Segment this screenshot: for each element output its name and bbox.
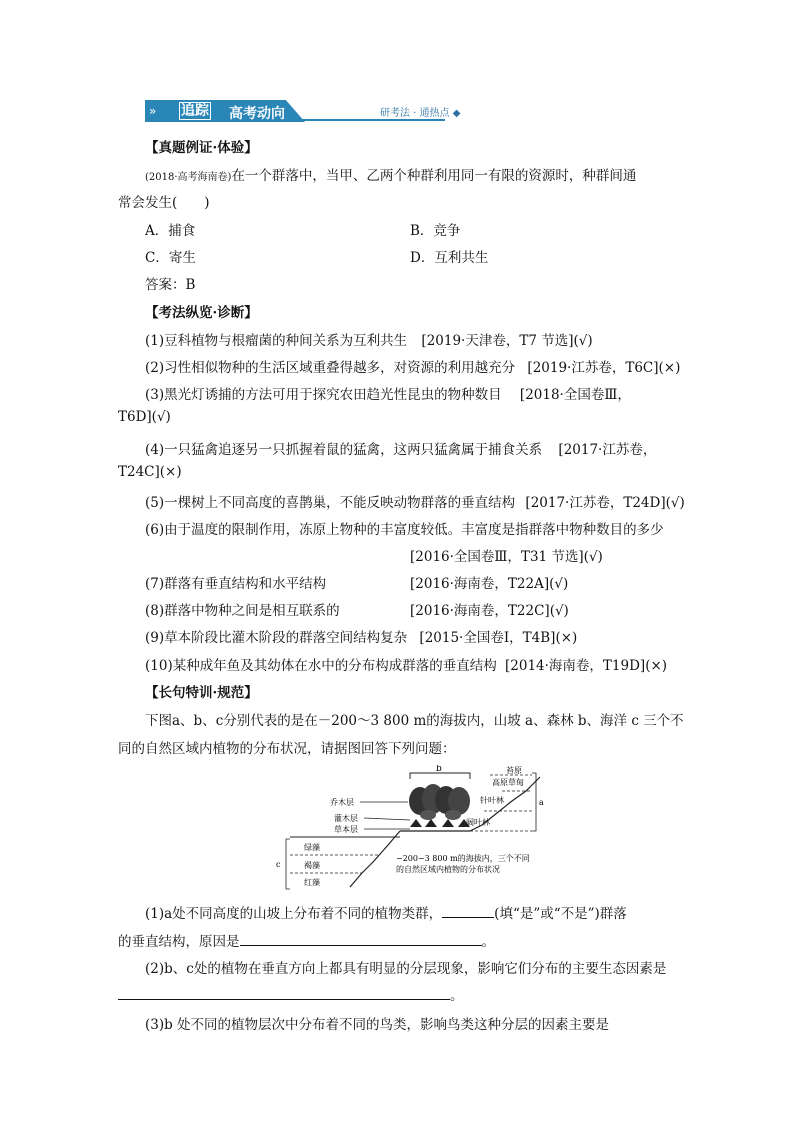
diagnosis-item-8-source: [2016·海南卷，T22C](√) (410, 603, 569, 619)
diagnosis-item-9 (145, 626, 577, 646)
diagnosis-item-7: (7)群落有垂直结构和水平结构 (145, 576, 327, 592)
q1-text-c: 的垂直结构，原因是 (118, 934, 240, 950)
layer-herb: 草本层 (334, 825, 358, 834)
q2-end: 。 (450, 988, 464, 1004)
option-b: B．竞争 (410, 223, 461, 239)
banner-title-sub: 高考动向 (229, 106, 285, 122)
zone-brown-algae: 褐藻 (304, 861, 320, 870)
q2-blank[interactable] (118, 986, 450, 1000)
diagnosis-statement: (4)一只猛禽追逐另一只抓握着鼠的猛禽，这两只猛禽属于捕食关系 (145, 442, 543, 458)
diagnosis-item-3 (145, 383, 631, 403)
diagnosis-statement: (1)豆科植物与根瘤菌的种间关系为互利共生 (145, 333, 408, 349)
label-c: c (276, 860, 281, 869)
label-b: b (436, 765, 442, 774)
diagnosis-item-6: (6)由于温度的限制作用，冻原上物种的丰富度较低。丰富度是指群落中物种数目的多少 (145, 522, 664, 538)
diagnosis-source: [2015·全国卷Ⅰ，T4B](×) (419, 630, 578, 646)
intro-line-2: 同的自然区域内植物的分布状况，请据图回答下列问题： (118, 741, 456, 757)
diagnosis-statement: (10)某种成年鱼及其幼体在水中的分布构成群落的垂直结构 (145, 658, 497, 674)
q1-end: 。 (481, 934, 495, 950)
answer-text: 答案：B (145, 277, 196, 293)
section-heading-examples: 【真题例证·体验】 (145, 140, 258, 156)
section-banner (145, 100, 463, 122)
option-a: A．捕食 (145, 223, 196, 239)
zone-alpine-meadow: 高原草甸 (492, 778, 524, 787)
diagnosis-item-4 (145, 438, 656, 458)
question-2-line-1: (2)b、c处的植物在垂直方向上都具有明显的分层现象，影响它们分布的主要生态因素是 (145, 961, 667, 977)
zone-conifer: 针叶林 (480, 796, 504, 805)
question-line-2: 常会发生( ) (118, 195, 210, 211)
banner-title-main: 追踪 (181, 103, 209, 119)
sea-floor (350, 831, 400, 887)
bracket-c (286, 839, 290, 889)
diagnosis-item-10 (145, 654, 667, 674)
banner-tagline: 研考法 · 通热点 ◆ (380, 108, 461, 119)
forest-canopy (409, 784, 470, 820)
diagnosis-source: [2019·江苏卷，T6C](×) (527, 360, 681, 376)
question-1-line-1 (145, 902, 627, 922)
intro-line-1: 下图a、b、c分别代表的是在－200～3 800 m的海拔内，山坡 a、森林 b、海洋 c 三个不 (145, 713, 684, 729)
q1-blank-1[interactable] (442, 904, 494, 918)
diagnosis-statement: (2)习性相似物种的生活区域重叠得越多，对资源的利用越充分 (145, 360, 516, 376)
diagnosis-item-4-cont: T24C](×) (118, 464, 182, 480)
label-a: a (539, 798, 544, 807)
diagnosis-item-8: (8)群落中物种之间是相互联系的 (145, 603, 340, 619)
question-text: 在一个群落中，当甲、乙两个种群利用同一有限的资源时，种群间通 (231, 168, 637, 184)
q1-text-b: (填“是”或“不是”)群落 (494, 906, 627, 922)
diagnosis-item-6-source: [2016·全国卷Ⅲ，T31 节选](√) (410, 549, 603, 565)
diagnosis-source: [2018·全国卷Ⅲ， (519, 387, 631, 403)
option-d: D．互利共生 (410, 250, 489, 266)
diagnosis-item-7-source: [2016·海南卷，T22A](√) (410, 576, 569, 592)
zone-broadleaf: 阔叶林 (466, 818, 490, 827)
diagnosis-item-5 (145, 491, 685, 511)
layer-shrub: 灌木层 (334, 814, 358, 823)
question-2-line-2 (118, 984, 464, 1004)
section-heading-long-sentence: 【长句特训·规范】 (145, 685, 258, 701)
option-c: C．寄生 (145, 250, 196, 266)
diagnosis-item-1 (145, 329, 593, 349)
double-chevron-icon: » (149, 104, 157, 118)
diagnosis-source: [2017·江苏卷，T24D](√) (525, 495, 685, 511)
vegetation-distribution-figure (270, 765, 550, 895)
zone-tundra: 苔原 (506, 766, 522, 775)
question-3-line-1: (3)b 处不同的植物层次中分布着不同的鸟类，影响鸟类这种分层的因素主要是 (145, 1017, 610, 1033)
q1-text-a: (1)a处不同高度的山坡上分布着不同的植物类群， (145, 906, 443, 922)
banner-rule (295, 119, 445, 121)
diagnosis-statement: (3)黑光灯诱捕的方法可用于探究农田趋光性昆虫的物种数目 (145, 387, 502, 403)
section-heading-diagnosis: 【考法纵览·诊断】 (145, 305, 258, 321)
diagnosis-source: [2019·天津卷，T7 节选](√) (421, 333, 593, 349)
shrub-layer (410, 819, 470, 827)
diagnosis-item-2 (145, 356, 680, 376)
layer-tree: 乔木层 (330, 798, 354, 807)
question-line-1 (145, 164, 636, 184)
diagnosis-statement: (5)一棵树上不同高度的喜鹊巢，不能反映动物群落的垂直结构 (145, 495, 516, 511)
q1-blank-2[interactable] (240, 932, 482, 946)
question-1-line-2 (118, 930, 495, 950)
diagnosis-item-3-cont: T6D](√) (118, 409, 171, 425)
figure-caption-line2: 的自然区域内植物的分布状况 (396, 865, 500, 874)
diagnosis-statement: (9)草本阶段比灌木阶段的群落空间结构复杂 (145, 630, 408, 646)
zone-green-algae: 绿藻 (304, 843, 320, 852)
zone-red-algae: 红藻 (304, 878, 320, 887)
figure-caption-line1: −200~3 800 m的海拔内，三个不同 (396, 854, 530, 863)
diagnosis-source: [2017·江苏卷， (558, 442, 657, 458)
question-source: (2018·高考海南卷) (145, 172, 232, 183)
diagnosis-source: [2014·海南卷，T19D](×) (505, 658, 668, 674)
